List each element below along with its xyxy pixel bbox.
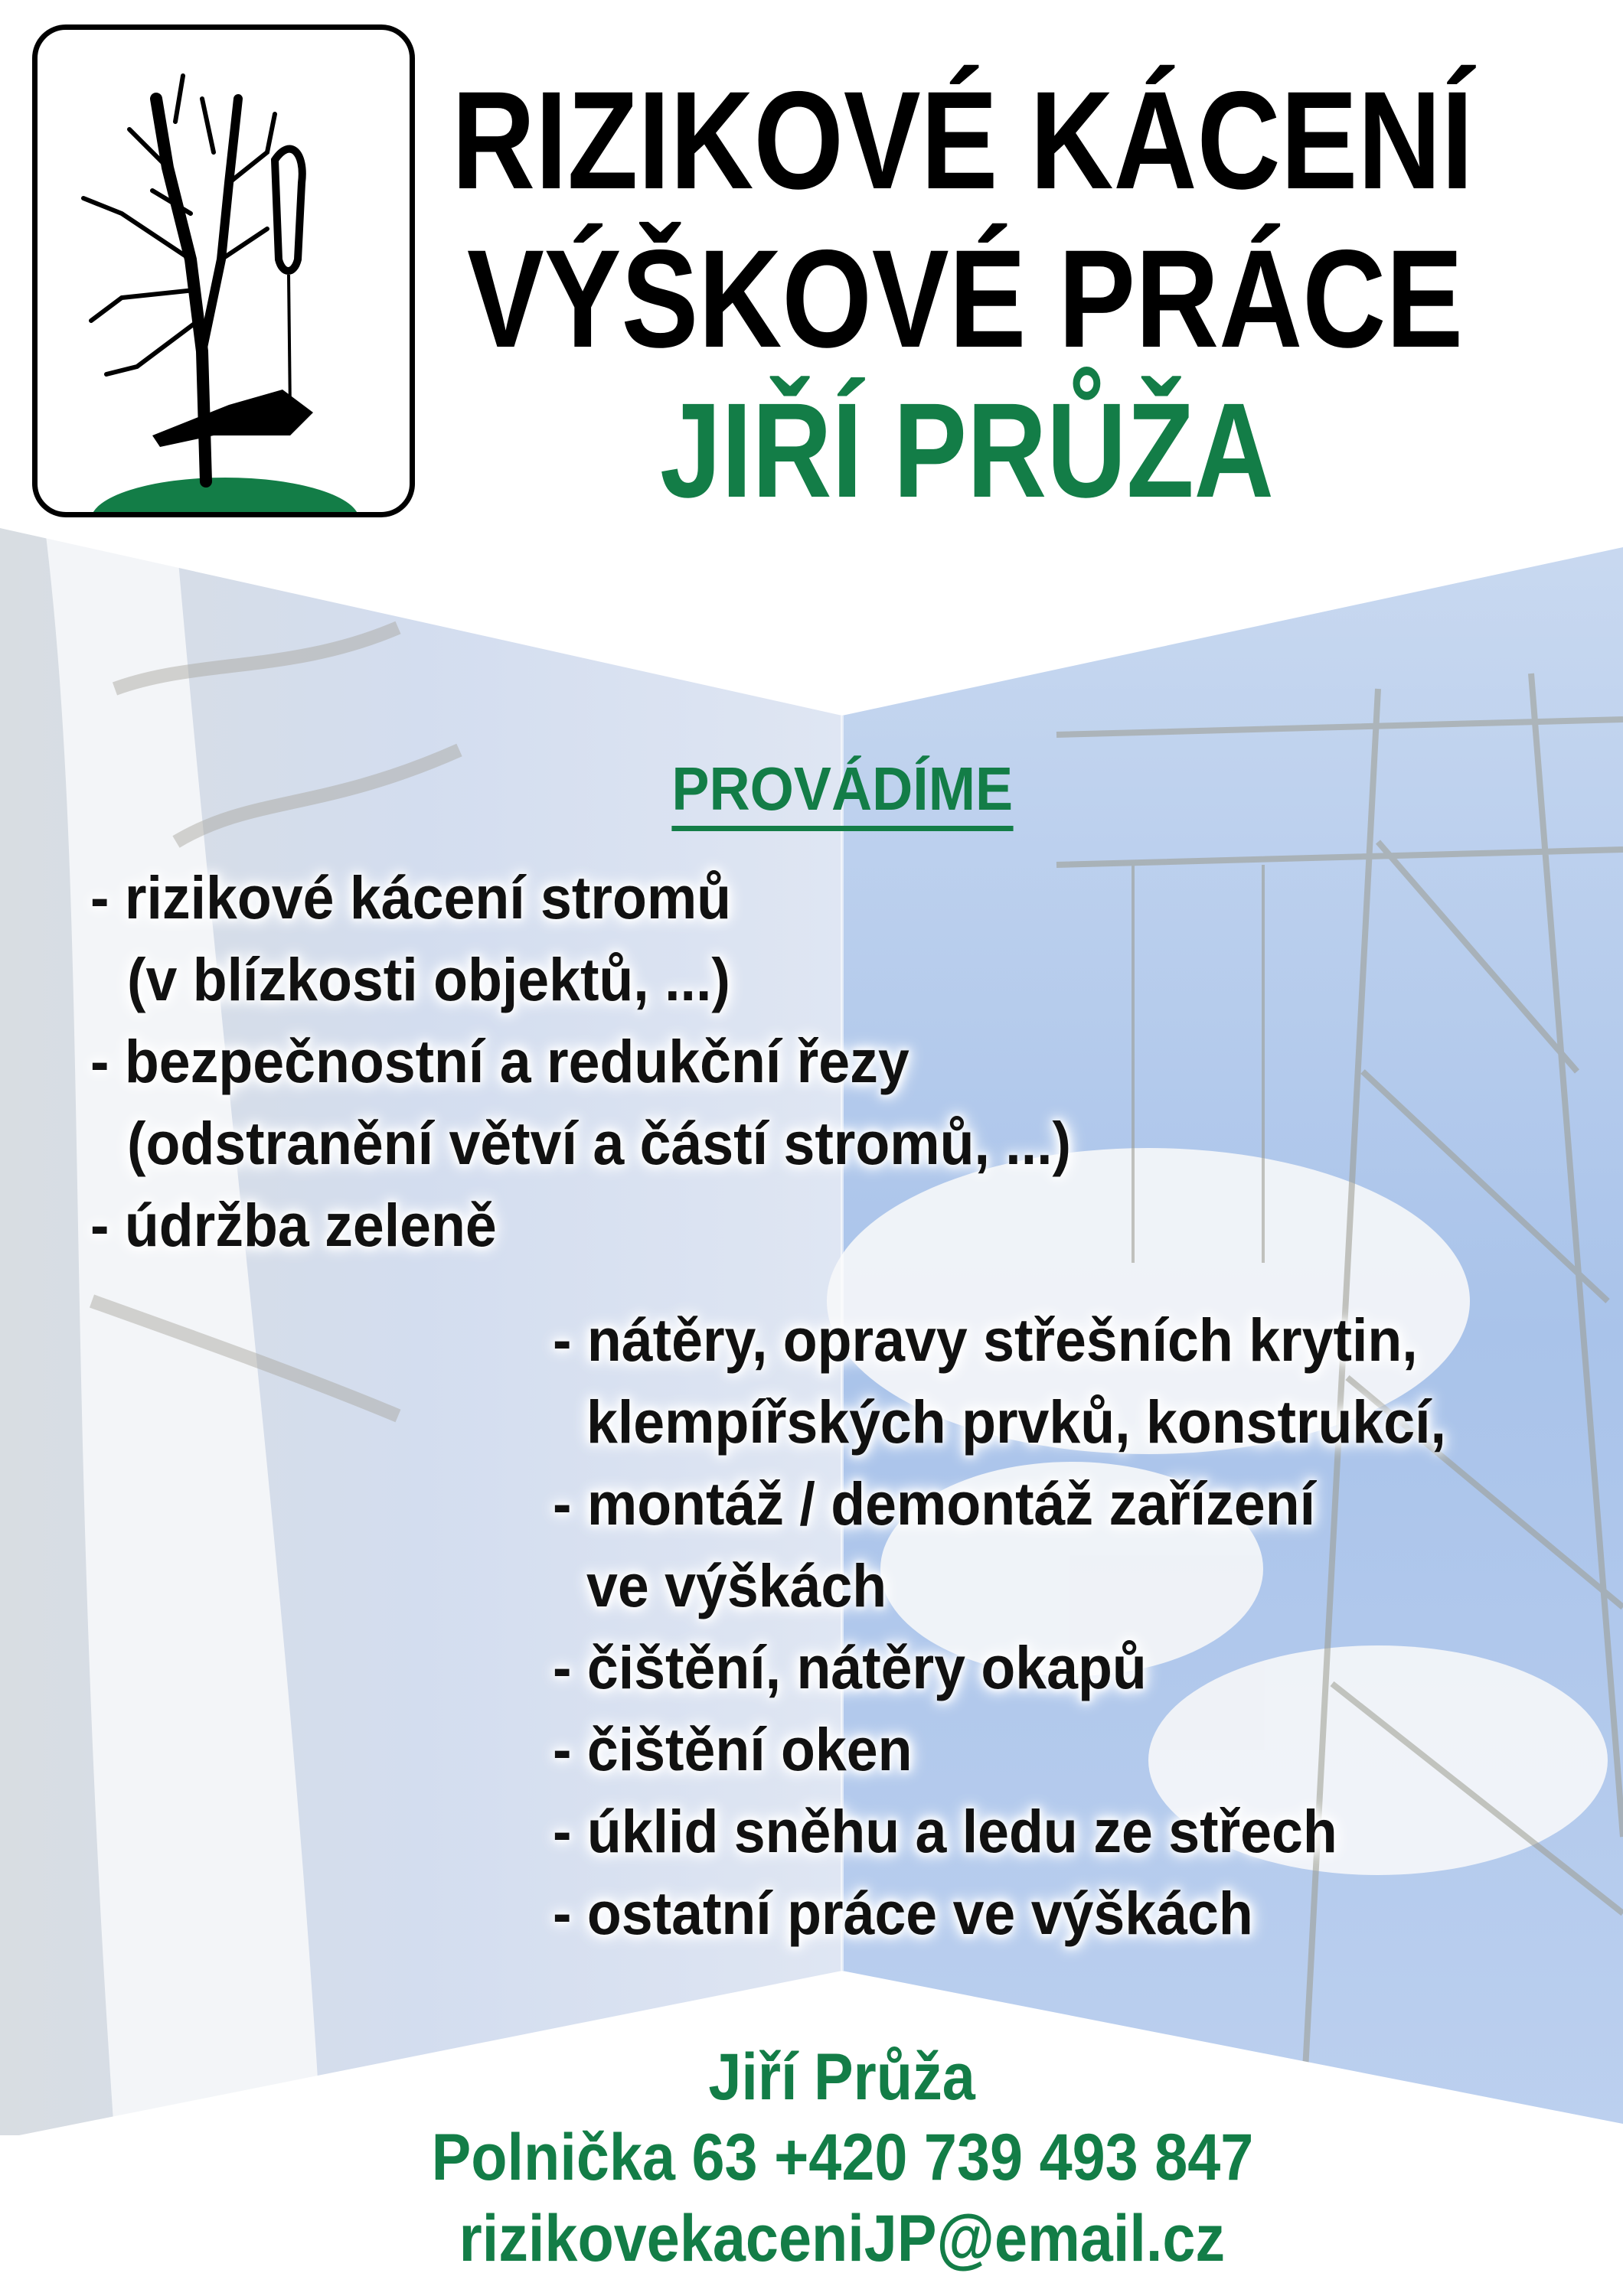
service-item: klempířských prvků, konstrukcí, (586, 1388, 1446, 1456)
service-item: ve výškách (586, 1551, 887, 1619)
service-item: (v blízkosti objektů, ...) (127, 945, 730, 1013)
service-item: - bezpečnostní a redukční řezy (90, 1027, 909, 1095)
company-logo (32, 24, 415, 517)
service-item: - rizikové kácení stromů (90, 863, 732, 931)
tree-chainsaw-carabiner-icon (38, 30, 410, 512)
title-line-2: VÝŠKOVÉ PRÁCE (467, 220, 1464, 377)
service-item: - montáž / demontáž zařízení (553, 1469, 1316, 1538)
services-heading: PROVÁDÍME (0, 754, 1623, 831)
service-item: - údržba zeleně (90, 1191, 497, 1259)
service-item: - úklid sněhu a ledu ze střech (553, 1797, 1337, 1865)
contact-address-phone: Polnička 63 +420 739 493 847 (431, 2121, 1253, 2194)
contact-email: rizikovekaceniJP@email.cz (459, 2202, 1226, 2275)
contact-name: Jiří Průža (708, 2040, 976, 2114)
service-item: - ostatní práce ve výškách (553, 1879, 1253, 1947)
owner-name-heading: JIŘÍ PRŮŽA (660, 376, 1274, 526)
service-item: - nátěry, opravy střešních krytin, (553, 1306, 1418, 1374)
title-line-1: RIZIKOVÉ KÁCENÍ (452, 62, 1474, 218)
service-item: - čištění oken (553, 1715, 913, 1783)
service-item: (odstranění větví a částí stromů, ...) (127, 1109, 1071, 1177)
service-item: - čištění, nátěry okapů (553, 1633, 1147, 1701)
